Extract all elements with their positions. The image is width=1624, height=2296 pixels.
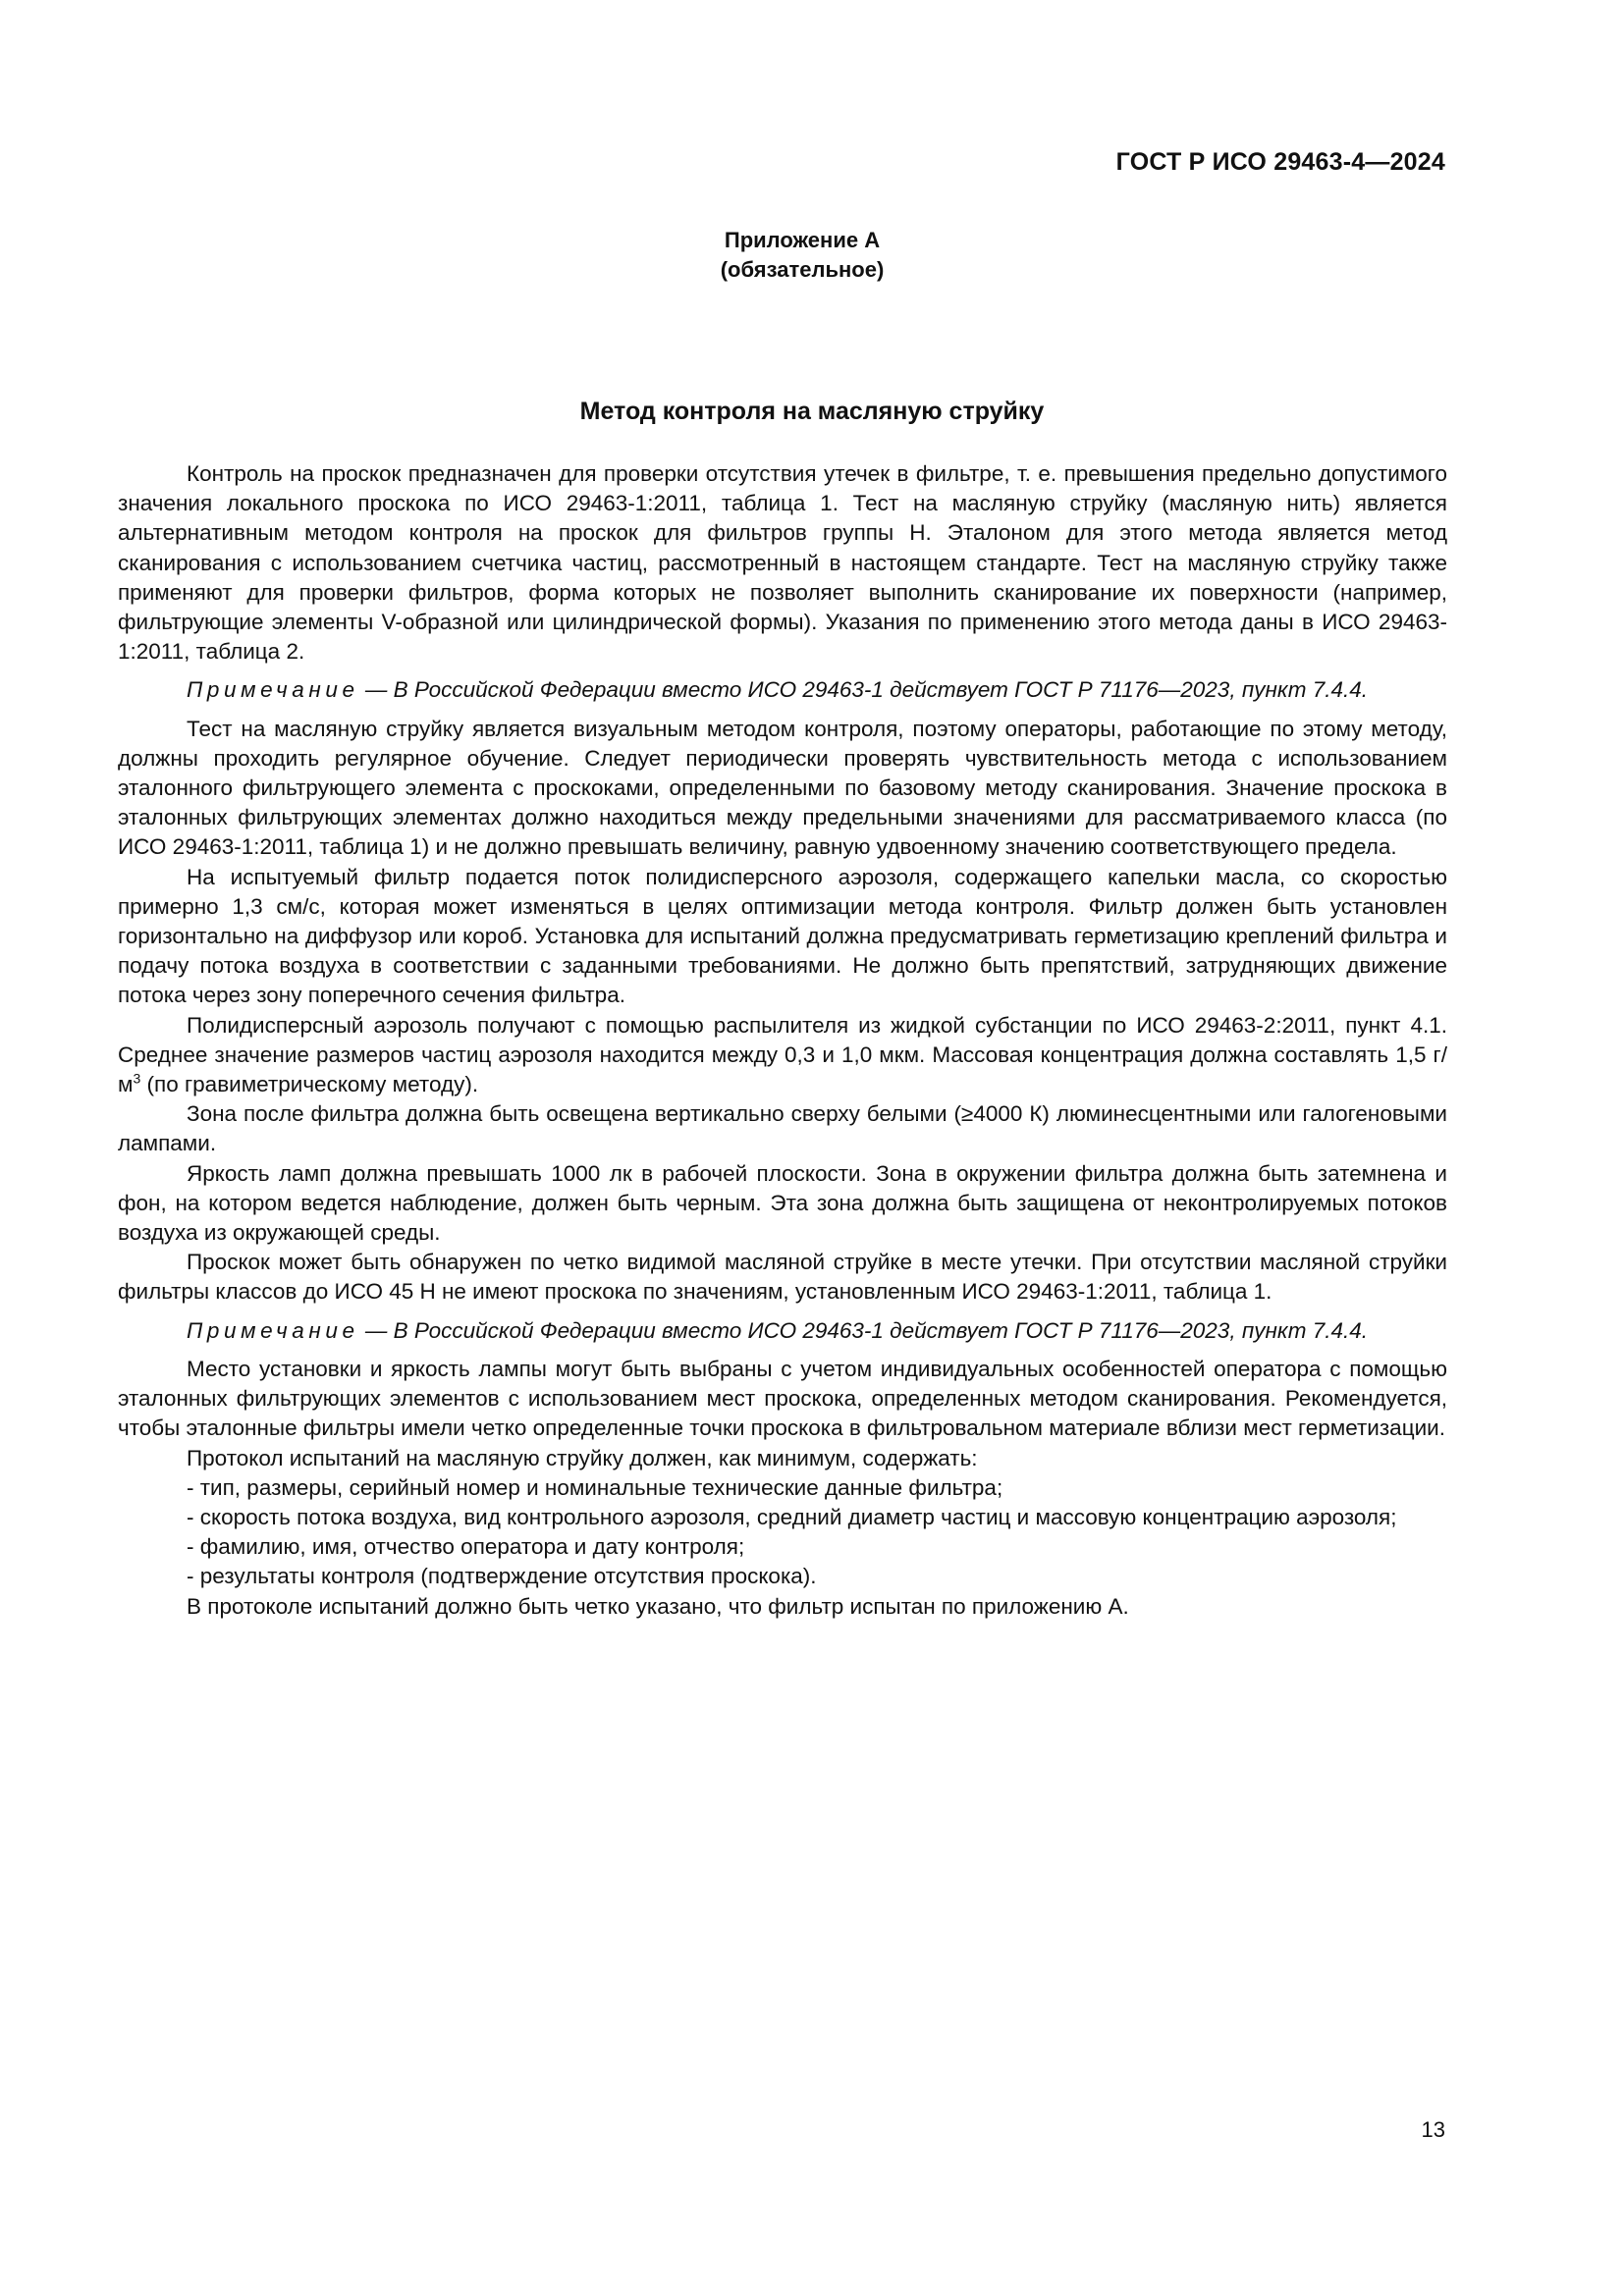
annex-heading [0, 226, 1624, 285]
document-code: ГОСТ Р ИСО 29463-4—2024 [1115, 148, 1445, 176]
paragraph-3: На испытуемый фильтр подается поток полидисперсного аэрозоля, содержащего капельки масла, со скоростью примерно 1,3 см/с, которая может изменяться в целях оптимизации метода контроля. Фильтр должен быть установлен горизонтально на диффузор или короб. Установка для испытаний должна предусматривать герметизацию креплений фильтра и подачу потока воздуха в соответствии с заданными требованиями. Не должно быть препятствий, затрудняющих движение потока через зону поперечного сечения фильтра. [118, 864, 1447, 1008]
note-1-text: — В Российской Федерации вместо ИСО 29463-1 действует ГОСТ Р 71176—2023, пункт 7.4.4. [358, 677, 1368, 703]
paragraph-5: Зона после фильтра должна быть освещена вертикально сверху белыми (≥4000 К) люминесцентными или галогеновыми лампами. [118, 1101, 1447, 1156]
paragraph-4-superscript: 3 [133, 1070, 141, 1087]
annex-label: Приложение А [724, 228, 881, 252]
section-title: Метод контроля на масляную струйку [579, 398, 1045, 425]
list-item: - тип, размеры, серийный номер и номинальные технические данные фильтра; [187, 1474, 1003, 1500]
paragraph-2: Тест на масляную струйку является визуальным методом контроля, поэтому операторы, работающие по этому методу, должны проходить регулярное обучение. Следует периодически проверять чувствительность метода с использованием эталонного фильтрующего элемента с проскоками, определенными по базовому методу сканирования. Значение проскока в эталонных фильтрующих элементах должно находиться между предельными значениями для рассматриваемого класса (по ИСО 29463-1:2011, таблица 1) и не должно превышать величину, равную удвоенному значению соответствующего предела. [118, 716, 1447, 860]
paragraph-4-tail: (по гравиметрическому методу). [140, 1072, 479, 1097]
paragraph-4 [118, 1011, 1447, 1100]
note-2 [118, 1316, 1447, 1346]
annex-status: (обязательное) [720, 257, 885, 282]
note-1-lead: Примечание [187, 677, 359, 703]
note-2-lead: Примечание [187, 1317, 359, 1343]
note-1 [118, 675, 1447, 705]
list-item: - фамилию, имя, отчество оператора и дату контроля; [187, 1534, 745, 1560]
paragraph-6: Яркость ламп должна превышать 1000 лк в рабочей плоскости. Зона в окружении фильтра должна быть затемнена и фон, на котором ведется наблюдение, должен быть черным. Эта зона должна быть защищена от неконтролируемых потоков воздуха из окружающей среды. [118, 1160, 1447, 1246]
document-body [118, 459, 1447, 1622]
paragraph-9: Протокол испытаний на масляную струйку должен, как минимум, содержать: [187, 1445, 978, 1470]
paragraph-1: Контроль на проскок предназначен для проверки отсутствия утечек в фильтре, т. е. превышения предельно допустимого значения локального проскока по ИСО 29463-1:2011, таблица 1. Тест на масляную струйку (масляную нить) является альтернативным методом контроля на проскок для фильтров группы Н. Эталоном для этого метода является метод сканирования с использованием счетчика частиц, рассмотренный в настоящем стандарте. Тест на масляную струйку также применяют для проверки фильтров, форма которых не позволяет выполнить сканирование их поверхности (например, фильтрующие элементы V-образной или цилиндрической формы). Указания по применению этого метода даны в ИСО 29463-1:2011, таблица 2. [118, 461, 1447, 665]
paragraph-8: Место установки и яркость лампы могут быть выбраны с учетом индивидуальных особенностей оператора с помощью эталонных фильтрующих элементов с использованием мест проскока, определенных методом сканирования. Рекомендуется, чтобы эталонные фильтры имели четко определенные точки проскока в фильтровальном материале вблизи мест герметизации. [118, 1356, 1447, 1441]
paragraph-10: В протоколе испытаний должно быть четко указано, что фильтр испытан по приложению А. [187, 1593, 1129, 1619]
note-2-text: — В Российской Федерации вместо ИСО 29463-1 действует ГОСТ Р 71176—2023, пункт 7.4.4. [358, 1317, 1368, 1343]
paragraph-7: Проскок может быть обнаружен по четко видимой масляной струйке в месте утечки. При отсутствии масляной струйки фильтры классов до ИСО 45 Н не имеют проскока по значениям, установленным ИСО 29463-1:2011, таблица 1. [118, 1250, 1447, 1305]
list-item: - скорость потока воздуха, вид контрольного аэрозоля, средний диаметр частиц и массовую концентрацию аэрозоля; [187, 1504, 1397, 1529]
page-number: 13 [1421, 2117, 1445, 2142]
paragraph-4-main: Полидисперсный аэрозоль получают с помощью распылителя из жидкой субстанции по ИСО 29463-2:2011, пункт 4.1. Среднее значение размеров частиц аэрозоля находится между 0,3 и 1,0 мкм. Массовая концентрация должна составлять 1,5 г/м [118, 1012, 1447, 1097]
list-item: - результаты контроля (подтверждение отсутствия проскока). [187, 1564, 817, 1589]
